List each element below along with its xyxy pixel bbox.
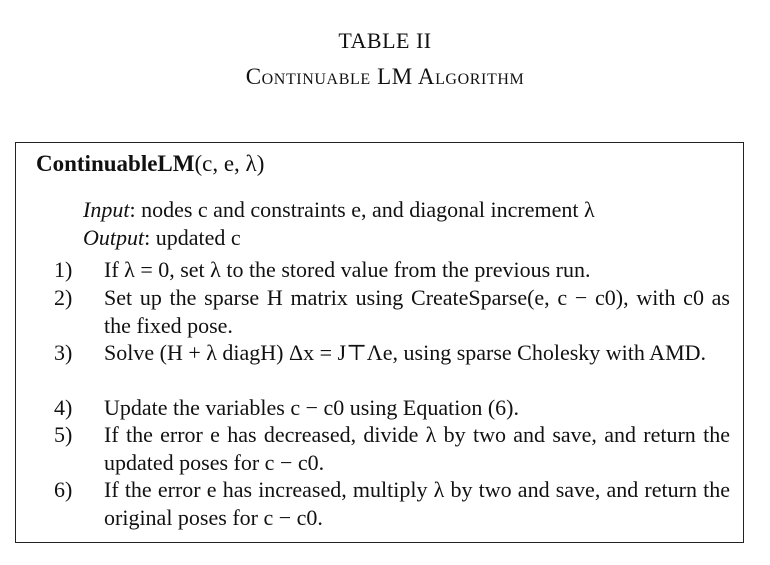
algorithm-name: ContinuableLM <box>36 151 195 176</box>
output-text: : updated c <box>144 225 241 250</box>
step-text: Set up the sparse H matrix using CreateSparse(e, c − c0), with c0 as the fixed pose. <box>104 285 730 338</box>
algorithm-signature: (c, e, λ) <box>194 151 265 176</box>
table-caption: Continuable LM Algorithm <box>245 64 525 89</box>
algorithm-box <box>15 142 744 543</box>
step-text: If λ = 0, set λ to the stored value from the previous run. <box>104 257 591 282</box>
step-number: 3) <box>54 340 73 365</box>
step-number: 6) <box>54 477 73 502</box>
step-number: 2) <box>54 285 73 310</box>
step-number: 4) <box>54 395 73 420</box>
step-number: 5) <box>54 422 73 447</box>
algorithm-title <box>36 151 264 177</box>
step-number: 1) <box>54 257 73 282</box>
step-text: If the error e has increased, multiply λ by two and save, and return the original poses for c − c0. <box>104 477 730 530</box>
step-text: If the error e has decreased, divide λ by two and save, and return the updated poses for c − c0. <box>104 422 730 475</box>
step-text: Update the variables c − c0 using Equation (6). <box>104 395 520 420</box>
table-label: TABLE II <box>338 28 432 53</box>
input-label: Input <box>83 197 130 222</box>
output-line <box>83 225 241 251</box>
step-text: Solve (H + λ diagH) Δx = J⊤Λe, using sparse Cholesky with AMD. <box>104 340 707 365</box>
input-line <box>83 197 595 223</box>
output-label: Output <box>83 225 145 250</box>
input-text: : nodes c and constraints e, and diagonal increment λ <box>129 197 595 222</box>
